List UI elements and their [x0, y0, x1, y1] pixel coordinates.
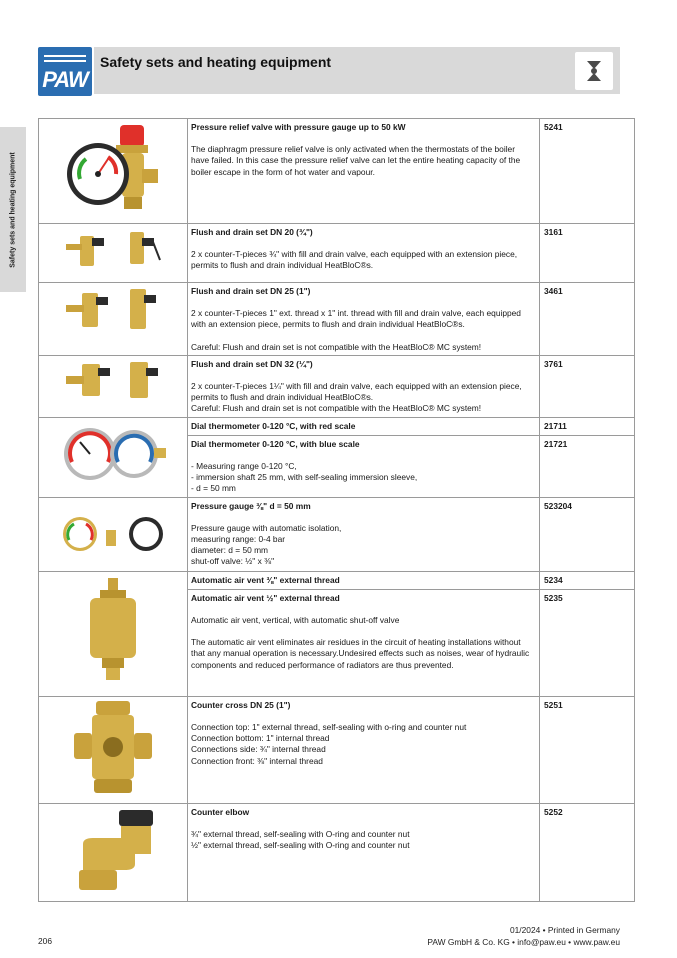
- product-image-cell: [39, 119, 188, 224]
- counter-elbow-image: [63, 804, 163, 896]
- article-number: 21721: [540, 435, 635, 497]
- hourglass-icon: [575, 52, 613, 90]
- flush-drain-set-image: [58, 224, 168, 280]
- table-row: [39, 417, 635, 435]
- product-description: [188, 803, 540, 901]
- product-description: [188, 417, 540, 435]
- description-text: 2 x counter-T-pieces 1" ext. thread x 1" int. thread with fill and drain valve, each equipped with an extension piece, permits to flush and drain individual HeatBloC®s.: [191, 308, 521, 330]
- product-image-cell: [39, 283, 188, 356]
- table-row: [39, 119, 635, 224]
- product-image-cell: [39, 224, 188, 283]
- article-number: 21711: [540, 417, 635, 435]
- product-title: Flush and drain set DN 20 (¾"): [191, 227, 313, 237]
- page-title: Safety sets and heating equipment: [100, 54, 332, 70]
- article-number: 5241: [540, 119, 635, 224]
- logo-stripe: [44, 60, 86, 62]
- spec-line: - d = 50 mm: [191, 483, 236, 494]
- spec-line: Connection top: 1" external thread, self-sealing with o-ring and counter nut: [191, 722, 467, 733]
- article-number: 5235: [540, 589, 635, 696]
- product-image-cell: [39, 803, 188, 901]
- product-title: Dial thermometer 0-120 °C, with blue scale: [191, 438, 360, 449]
- article-number: 5251: [540, 696, 635, 803]
- footer-date: 01/2024 • Printed in Germany: [509, 925, 620, 935]
- table-row: [39, 803, 635, 901]
- footer-info: [427, 925, 620, 948]
- article-number: 3761: [540, 355, 635, 417]
- product-image-cell: [39, 355, 188, 417]
- article-number: 523204: [540, 497, 635, 571]
- product-title: Automatic air vent ⅜" external thread: [191, 574, 340, 585]
- automatic-air-vent-image: [78, 576, 148, 686]
- spec-line: Connection front: ⅜" internal thread: [191, 755, 323, 766]
- description-text: The automatic air vent eliminates air residues in the circuit of heating installations without that any manual operation is necessary.Undesired effects such as noises, wear of hydraulic components and reduced performance of radiators are thus prevented.: [191, 637, 530, 670]
- paw-logo: [38, 47, 92, 96]
- header-bar: [94, 47, 620, 94]
- product-image-cell: [39, 571, 188, 696]
- product-table: [38, 118, 635, 902]
- product-description: [188, 224, 540, 283]
- article-number: 5234: [540, 571, 635, 589]
- product-title: Counter elbow: [191, 806, 250, 817]
- product-description: [188, 571, 540, 589]
- flush-drain-set-image: [58, 283, 168, 345]
- article-number: 5252: [540, 803, 635, 901]
- table-row: [39, 571, 635, 589]
- pressure-gauge-image: [58, 506, 168, 566]
- side-tab-label: Safety sets and heating equipment: [9, 151, 17, 268]
- product-description: [188, 355, 540, 417]
- product-description: [188, 119, 540, 224]
- page-number: 206: [38, 936, 52, 946]
- product-description: [188, 589, 540, 696]
- product-description: [188, 283, 540, 356]
- logo-text: PAW: [42, 67, 88, 92]
- table-row: [39, 497, 635, 571]
- description-text: The diaphragm pressure relief valve is only activated when the thermostats of the boiler have failed. In this case the pressure relief valve can let the entire heating capacity of the boiler escape in the form of hot water and vapour.: [191, 144, 521, 177]
- flush-drain-set-image: [58, 356, 168, 410]
- table-row: [39, 355, 635, 417]
- spec-line: - Measuring range 0-120 °C,: [191, 461, 297, 472]
- spec-line: ¾" external thread, self-sealing with O-ring and counter nut: [191, 829, 410, 840]
- product-title: Flush and drain set DN 32 (¼"): [191, 358, 313, 369]
- spec-line: Connections side: ¾" internal thread: [191, 744, 326, 755]
- product-title: Counter cross DN 25 (1"): [191, 699, 291, 710]
- description-text: 2 x counter-T-pieces ¾" with fill and drain valve, each equipped with an extension piece, permits to flush and drain individual HeatBloC®s.: [191, 249, 518, 271]
- spec-line: measuring range: 0-4 bar: [191, 534, 286, 545]
- product-title: Pressure gauge ⅜" d = 50 mm: [191, 500, 311, 511]
- product-title: Dial thermometer 0-120 °C, with red scale: [191, 420, 356, 431]
- table-row: [39, 696, 635, 803]
- product-title: Automatic air vent ½" external thread: [191, 592, 340, 603]
- product-description: [188, 696, 540, 803]
- article-number: 3461: [540, 283, 635, 356]
- side-tab: [0, 127, 26, 292]
- spec-line: diameter: d = 50 mm: [191, 545, 269, 556]
- description-text: Automatic air vent, vertical, with automatic shut-off valve: [191, 615, 400, 626]
- dial-thermometer-image: [58, 422, 168, 486]
- logo-stripe: [44, 55, 86, 57]
- table-row: [39, 283, 635, 356]
- compatibility-note: Careful: Flush and drain set is not compatible with the HeatBloC® MC system!: [191, 341, 482, 352]
- description-text: 2 x counter-T-pieces 1¼" with fill and drain valve, each equipped with an extension piece, permits to flush and drain individual HeatBloC®s.: [191, 381, 522, 403]
- product-description: [188, 435, 540, 497]
- pressure-relief-valve-image: [58, 119, 168, 219]
- spec-line: - immersion shaft 25 mm, with self-sealing immersion sleeve,: [191, 472, 418, 483]
- spec-line: ½" external thread, self-sealing with O-ring and counter nut: [191, 840, 410, 851]
- product-image-cell: [39, 417, 188, 497]
- product-description: [188, 497, 540, 571]
- product-title: Pressure relief valve with pressure gauge up to 50 kW: [191, 122, 406, 132]
- spec-line: Connection bottom: 1" internal thread: [191, 733, 330, 744]
- product-image-cell: [39, 497, 188, 571]
- product-image-cell: [39, 696, 188, 803]
- counter-cross-image: [68, 697, 158, 797]
- footer-company: PAW GmbH & Co. KG • info@paw.eu • www.paw.eu: [427, 936, 620, 947]
- spec-line: Pressure gauge with automatic isolation,: [191, 522, 342, 533]
- article-number: 3161: [540, 224, 635, 283]
- product-title: Flush and drain set DN 25 (1"): [191, 286, 311, 296]
- table-row: [39, 224, 635, 283]
- compatibility-note: Careful: Flush and drain set is not compatible with the HeatBloC® MC system!: [191, 403, 482, 414]
- spec-line: shut-off valve: ½" x ⅜": [191, 556, 275, 567]
